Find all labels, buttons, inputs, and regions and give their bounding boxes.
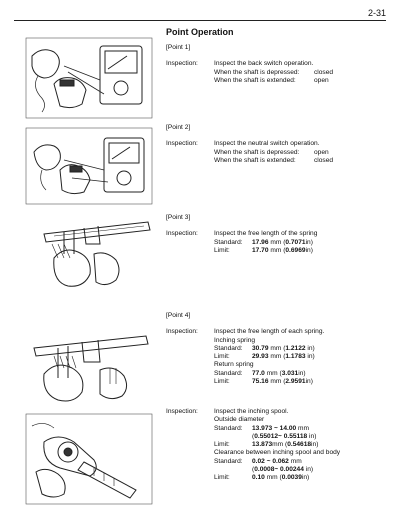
limit-in: 0.6969 — [285, 246, 306, 254]
standard-in: 3.031 — [281, 369, 299, 377]
unit-in: in — [305, 246, 311, 254]
standard-in: 0.7071 — [285, 238, 306, 246]
section-inching-spool: Inspection: Inspect the inching spool. Outside diameter Standard: 13.973 ~ 14.00 mm (0.55012~ 0.55118 in) Limit: 13.873mm (0.54618in) Clearance between inching spool and body Standard: 0.02 ~ 0.062 mm (0.0008~ 0.00244 in) Limit: 0.10 mm (0.0039in) — [166, 408, 392, 483]
unit-mm: mm — [270, 246, 282, 254]
limit-in: 0.0039 — [281, 474, 302, 482]
unit-mm: mm — [270, 378, 282, 386]
section-point-1 — [166, 44, 392, 85]
inspection-text: Inspect the inching spool. — [214, 408, 289, 415]
inspection-label: Inspection: — [166, 408, 198, 415]
limit-in: 0.54618 — [287, 441, 312, 449]
condition-label: When the shaft is extended: — [214, 156, 296, 164]
unit-mm: mm — [270, 238, 282, 246]
section-point-3: [Point 3] Inspection: Inspect the free length of the spring Standard: 17.96 mm (0.7071in) Limit: 17.70 mm (0.6969in) — [166, 214, 392, 255]
limit-in: 2.9591 — [285, 378, 306, 386]
unit-mm: mm — [270, 353, 282, 361]
illustration-spring-caliper — [24, 214, 154, 294]
standard-label: Standard: — [214, 344, 243, 352]
group-heading: Return spring — [214, 361, 254, 369]
unit-in: in — [298, 369, 304, 377]
header-rule — [14, 20, 386, 21]
unit-in: in — [311, 441, 317, 449]
limit-mm: 0.10 — [252, 474, 265, 482]
limit-mm: 29.93 — [252, 353, 269, 361]
condition-value: open — [314, 148, 329, 156]
condition-label: When the shaft is extended: — [214, 76, 296, 84]
unit-in: in — [305, 466, 311, 474]
standard-label: Standard: — [214, 424, 243, 432]
limit-label: Limit: — [214, 474, 230, 482]
standard-label: Standard: — [214, 238, 243, 246]
standard-mm: 13.973 ~ 14.00 — [252, 424, 297, 432]
condition-value: closed — [314, 68, 334, 76]
inspection-text: Inspect the free length of each spring. — [214, 328, 325, 336]
limit-in: 1.1783 — [285, 353, 306, 361]
unit-mm: mm — [290, 457, 302, 465]
illustration-neutral-switch-test — [24, 126, 154, 206]
inspection-text: Inspect the neutral switch operation. — [214, 140, 320, 148]
inspection-label: Inspection: — [166, 60, 198, 68]
standard-mm: 17.96 — [252, 238, 269, 246]
section-point-2 — [166, 124, 392, 165]
standard-in: 1.2122 — [285, 344, 306, 352]
inspection-text: Inspect the back switch operation. — [214, 60, 314, 68]
standard-label: Standard: — [214, 369, 243, 377]
condition-label: When the shaft is depressed: — [214, 148, 300, 156]
unit-mm: mm — [266, 369, 278, 377]
page-number: 2-31 — [367, 8, 386, 18]
limit-mm: 75.16 — [252, 378, 269, 386]
unit-in: in — [301, 474, 308, 482]
limit-label: Limit: — [214, 353, 230, 361]
unit-mm: mm — [298, 424, 310, 432]
group-heading: Outside diameter — [214, 416, 265, 424]
unit-in: in — [309, 432, 315, 440]
point-label: [Point 4] — [166, 312, 191, 319]
standard-mm: 30.79 — [252, 344, 269, 352]
limit-label: Limit: — [214, 378, 230, 386]
standard-mm: 77.0 — [252, 369, 265, 377]
standard-in: 0.0008~ 0.00244 — [254, 466, 304, 474]
unit-in: in — [307, 344, 313, 352]
point-label: [Point 3] — [166, 214, 191, 221]
unit-mm: mm — [270, 344, 282, 352]
group-heading: Clearance between inching spool and body — [214, 449, 341, 457]
limit-mm: 17.70 — [252, 246, 269, 254]
standard-mm: 0.02 ~ 0.062 — [252, 457, 289, 465]
point-label: [Point 1] — [166, 44, 191, 51]
unit-mm: mm — [266, 474, 278, 482]
standard-in: 0.55012~ 0.55118 — [254, 432, 308, 440]
condition-value: closed — [314, 156, 334, 164]
illustration-back-switch-test — [24, 36, 154, 120]
unit-in: in — [305, 238, 311, 246]
section-point-4: [Point 4] Inspection: Inspect the free length of each spring. Inching spring Standard: 30.79 mm (1.2122 in) Limit: 29.93 mm (1.1783 in) Return spring Standard: 77.0 mm (3.031in) Limit: 75.16 mm (2.9591in) — [166, 312, 392, 386]
inspection-label: Inspection: — [166, 140, 198, 148]
standard-label: Standard: — [214, 457, 243, 465]
inspection-label: Inspection: — [166, 230, 198, 238]
illustration-inching-spool — [24, 412, 154, 506]
page-title: Point Operation — [166, 27, 234, 37]
illustration-springs-caliper — [24, 322, 154, 406]
point-label: [Point 2] — [166, 124, 191, 131]
limit-mm: 13.873 — [252, 441, 273, 449]
limit-label: Limit: — [214, 246, 230, 254]
inspection-label: Inspection: — [166, 328, 198, 336]
condition-label: When the shaft is depressed: — [214, 68, 300, 76]
condition-value: open — [314, 76, 329, 84]
unit-mm: mm — [272, 441, 284, 449]
unit-in: in — [305, 378, 311, 386]
inspection-text: Inspect the free length of the spring — [214, 230, 318, 238]
unit-in: in — [307, 353, 313, 361]
group-heading: Inching spring — [214, 336, 256, 344]
limit-label: Limit: — [214, 441, 230, 449]
